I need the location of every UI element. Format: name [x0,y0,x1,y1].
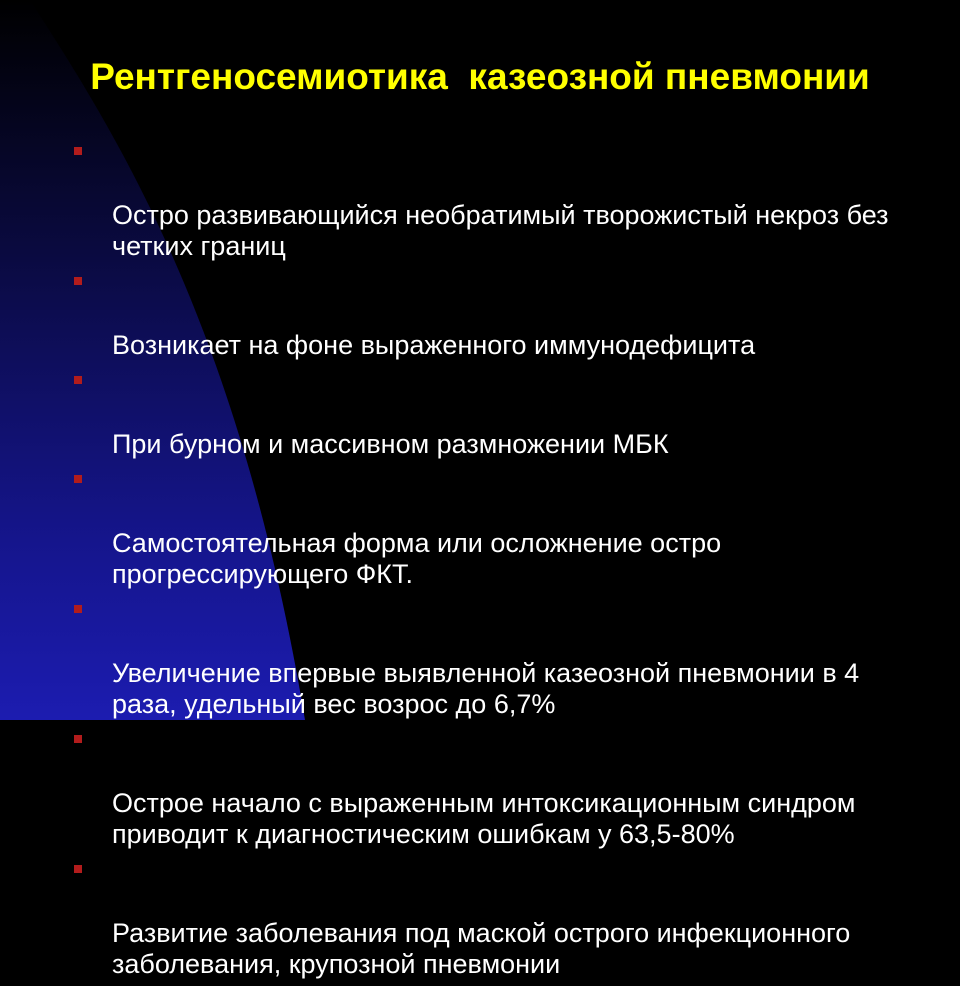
bullet-item [72,138,892,262]
square-bullet-icon [74,605,82,613]
bullet-text: При бурном и массивном размножении МБК [112,429,669,459]
bullet-item [72,268,892,361]
bullet-text: Развитие заболевания под маской острого инфекционного заболевания, крупозной пневмонии [112,918,851,979]
bullet-text: Самостоятельная форма или осложнение остро прогрессирующего ФКТ. [112,528,722,589]
square-bullet-icon [74,376,82,384]
slide-title: Рентгеносемиотика казеозной пневмонии [90,56,870,97]
bullet-text: Увеличение впервые выявленной казеозной пневмонии в 4 раза, удельный вес возрос до 6,7% [112,658,860,719]
bullet-item [72,596,892,720]
bullet-text: Возникает на фоне выраженного иммунодефицита [112,330,756,360]
bullet-list [72,138,892,986]
square-bullet-icon [74,277,82,285]
bullet-item [72,726,892,850]
bullet-text: Острое начало с выраженным интоксикационным синдром приводит к диагностическим ошибкам у 63,5-80% [112,788,856,849]
square-bullet-icon [74,475,82,483]
square-bullet-icon [74,735,82,743]
bullet-text: Остро развивающийся необратимый творожистый некроз без четких границ [112,200,889,261]
square-bullet-icon [74,865,82,873]
square-bullet-icon [74,147,82,155]
bullet-item [72,466,892,590]
bullet-item [72,367,892,460]
bullet-item [72,856,892,980]
